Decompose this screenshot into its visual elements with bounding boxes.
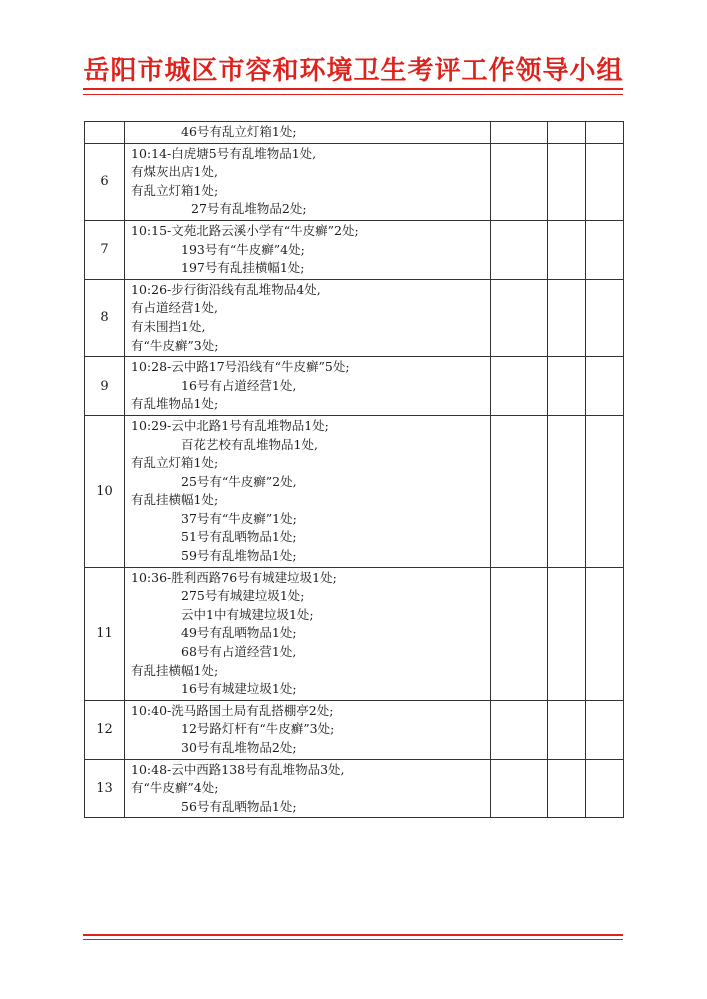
issue-line: 16号有占道经营1处,: [181, 377, 297, 393]
empty-cell: [548, 567, 586, 700]
empty-cell: [491, 122, 548, 144]
empty-cell: [586, 220, 624, 279]
table-row: [85, 220, 624, 279]
header-rule-thin: [83, 94, 623, 95]
empty-cell: [548, 357, 586, 416]
table-row: [85, 122, 624, 144]
issue-line: 有煤灰出店1处,: [131, 164, 218, 180]
issue-line: 51号有乱晒物品1处;: [181, 529, 297, 545]
row-index: [85, 122, 125, 144]
issue-line: 197号有乱挂横幅1处;: [181, 260, 305, 276]
empty-cell: [548, 700, 586, 759]
row-description: [125, 279, 491, 356]
row-index: 11: [85, 567, 125, 700]
row-description: [125, 759, 491, 818]
issue-line: 有乱立灯箱1处;: [131, 455, 219, 471]
empty-cell: [491, 415, 548, 567]
empty-cell: [548, 759, 586, 818]
issue-line: 百花艺校有乱堆物品1处,: [181, 436, 318, 452]
row-index: 8: [85, 279, 125, 356]
row-index: 10: [85, 415, 125, 567]
empty-cell: [491, 220, 548, 279]
table-row: [85, 279, 624, 356]
row-description: [125, 143, 491, 220]
issue-line: 10:36-胜利西路76号有城建垃圾1处;: [131, 569, 337, 585]
issue-line: 有未围挡1处,: [131, 318, 206, 334]
row-description: [125, 357, 491, 416]
empty-cell: [548, 279, 586, 356]
issue-line: 16号有城建垃圾1处;: [181, 681, 297, 697]
inspection-table: [84, 121, 624, 818]
table-row: [85, 567, 624, 700]
issue-line: 有“牛皮癣”4处;: [131, 780, 219, 796]
issue-line: 68号有占道经营1处,: [181, 644, 297, 660]
issue-line: 27号有乱堆物品2处;: [191, 201, 307, 217]
row-description: [125, 122, 491, 144]
empty-cell: [586, 567, 624, 700]
letterhead-title: 岳阳市城区市容和环境卫生考评工作领导小组: [83, 56, 624, 86]
issue-line: 有乱挂横幅1处;: [131, 492, 219, 508]
empty-cell: [586, 122, 624, 144]
table-row: [85, 415, 624, 567]
issue-line: 10:15-文苑北路云溪小学有“牛皮癣”2处;: [131, 222, 359, 238]
empty-cell: [548, 122, 586, 144]
footer-rule-thin: [83, 939, 623, 940]
empty-cell: [491, 567, 548, 700]
empty-cell: [586, 143, 624, 220]
issue-line: 10:28-云中路17号沿线有“牛皮癣”5处;: [131, 359, 350, 375]
empty-cell: [586, 279, 624, 356]
empty-cell: [548, 415, 586, 567]
issue-line: 10:48-云中西路138号有乱堆物品3处,: [131, 761, 345, 777]
issue-line: 10:14-白虎塘5号有乱堆物品1处,: [131, 145, 317, 161]
issue-line: 59号有乱堆物品1处;: [181, 548, 297, 564]
table-row: [85, 759, 624, 818]
issue-line: 10:26-步行街沿线有乱堆物品4处,: [131, 281, 321, 297]
empty-cell: [491, 700, 548, 759]
inspection-table-body: [85, 122, 624, 818]
issue-line: 有乱堆物品1处;: [131, 396, 219, 412]
row-description: [125, 567, 491, 700]
empty-cell: [491, 759, 548, 818]
empty-cell: [491, 279, 548, 356]
row-index: 12: [85, 700, 125, 759]
issue-line: 有乱立灯箱1处;: [131, 182, 219, 198]
issue-line: 云中1中有城建垃圾1处;: [181, 606, 314, 622]
table-row: [85, 357, 624, 416]
issue-line: 10:40-洗马路国土局有乱搭棚亭2处;: [131, 702, 334, 718]
row-description: [125, 415, 491, 567]
empty-cell: [491, 143, 548, 220]
issue-line: 有占道经营1处,: [131, 300, 218, 316]
empty-cell: [491, 357, 548, 416]
table-row: [85, 143, 624, 220]
row-index: 13: [85, 759, 125, 818]
issue-line: 49号有乱晒物品1处;: [181, 625, 297, 641]
row-index: 9: [85, 357, 125, 416]
row-description: [125, 220, 491, 279]
issue-line: 有乱挂横幅1处;: [131, 662, 219, 678]
footer-rule-thick: [83, 934, 623, 936]
empty-cell: [548, 220, 586, 279]
issue-line: 12号路灯杆有“牛皮癣”3处;: [181, 721, 335, 737]
row-index: 6: [85, 143, 125, 220]
issue-line: 46号有乱立灯箱1处;: [181, 124, 297, 139]
issue-line: 193号有“牛皮癣”4处;: [181, 241, 305, 257]
table-row: [85, 700, 624, 759]
issue-line: 10:29-云中北路1号有乱堆物品1处;: [131, 417, 329, 433]
issue-line: 56号有乱晒物品1处;: [181, 798, 297, 814]
header-rule-thick: [83, 88, 623, 90]
issue-line: 275号有城建垃圾1处;: [181, 588, 305, 604]
issue-line: 37号有“牛皮癣”1处;: [181, 510, 297, 526]
empty-cell: [586, 415, 624, 567]
empty-cell: [548, 143, 586, 220]
row-index: 7: [85, 220, 125, 279]
empty-cell: [586, 759, 624, 818]
empty-cell: [586, 700, 624, 759]
empty-cell: [586, 357, 624, 416]
issue-line: 30号有乱堆物品2处;: [181, 740, 297, 755]
issue-line: 25号有“牛皮癣”2处,: [181, 473, 297, 489]
row-description: [125, 700, 491, 759]
issue-line: 有“牛皮癣”3处;: [131, 337, 219, 353]
